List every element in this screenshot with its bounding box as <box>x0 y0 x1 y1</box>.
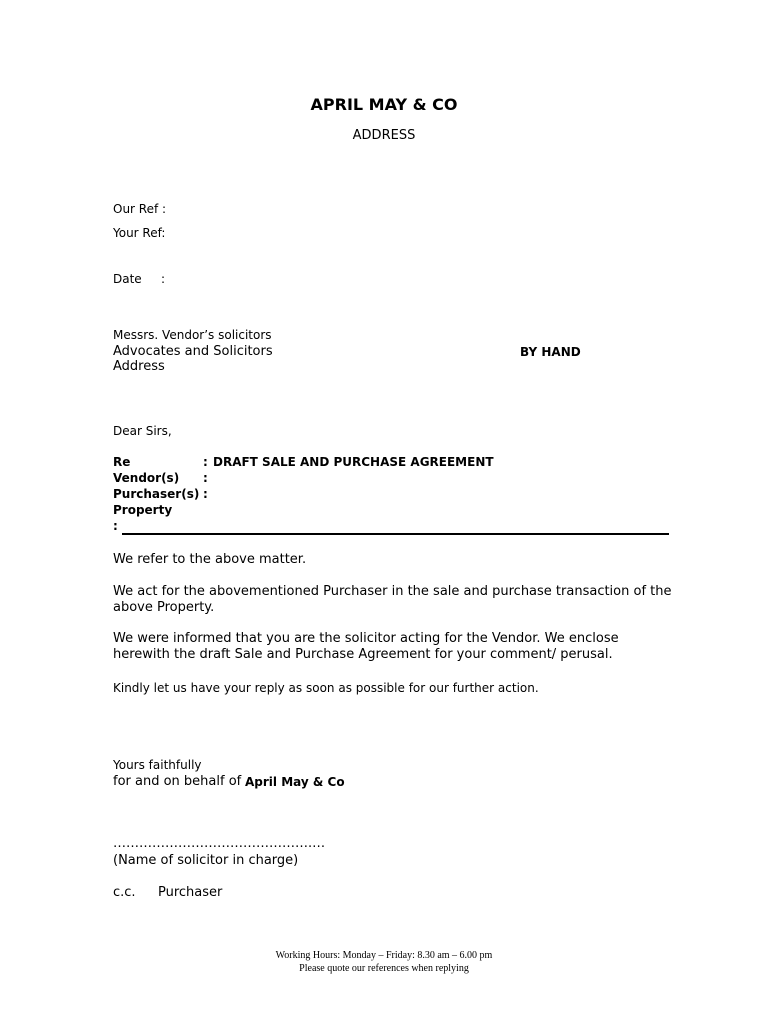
closing-yours-faithfully: Yours faithfully <box>113 758 202 772</box>
property-colon: : <box>113 519 118 533</box>
re-colon: : <box>203 455 208 469</box>
vendor-label: Vendor(s) <box>113 471 180 485</box>
footer-reference-note: Please quote our references when replying <box>299 963 469 974</box>
re-value: DRAFT SALE AND PURCHASE AGREEMENT <box>213 455 494 469</box>
vendor-colon: : <box>203 471 208 485</box>
closing-behalf-prefix: for and on behalf of <box>113 774 242 789</box>
body-paragraph-4: Kindly let us have your reply as soon as possible for our further action. <box>113 681 539 695</box>
body-paragraph-2: We act for the abovementioned Purchaser in the sale and purchase transaction of the above Property. <box>113 584 672 615</box>
body-paragraph-1: We refer to the above matter. <box>113 552 307 567</box>
purchaser-colon: : <box>203 487 208 501</box>
date-label: Date <box>113 272 142 286</box>
firm-name: APRIL MAY & CO <box>310 95 458 114</box>
body-paragraph-3: We were informed that you are the solicitor acting for the Vendor. We enclose herewith the draft Sale and Purchase Agreement for your comment/ perusal. <box>113 631 619 662</box>
property-label: Property <box>113 503 173 517</box>
cc-label: c.c. <box>113 885 136 900</box>
recipient-line-3: Address <box>113 359 165 374</box>
recipient-line-1: Messrs. Vendor’s solicitors <box>113 328 272 342</box>
signature-line: ……………………………………….… <box>113 836 326 851</box>
subject-underline <box>122 533 669 535</box>
firm-address: ADDRESS <box>352 128 416 143</box>
recipient-line-2: Advocates and Solicitors <box>113 344 273 359</box>
your-ref-label: Your Ref: <box>113 226 166 240</box>
closing-firm-name: April May & Co <box>245 775 345 789</box>
date-colon: : <box>161 272 166 286</box>
salutation: Dear Sirs, <box>113 424 172 438</box>
purchaser-label: Purchaser(s) <box>113 487 200 501</box>
footer-working-hours: Working Hours: Monday – Friday: 8.30 am – 6.00 pm <box>275 950 493 961</box>
delivery-method: BY HAND <box>520 345 581 359</box>
our-ref-label: Our Ref : <box>113 202 167 216</box>
signatory-name: (Name of solicitor in charge) <box>113 853 299 868</box>
cc-value: Purchaser <box>158 885 223 900</box>
re-label: Re <box>113 455 131 469</box>
